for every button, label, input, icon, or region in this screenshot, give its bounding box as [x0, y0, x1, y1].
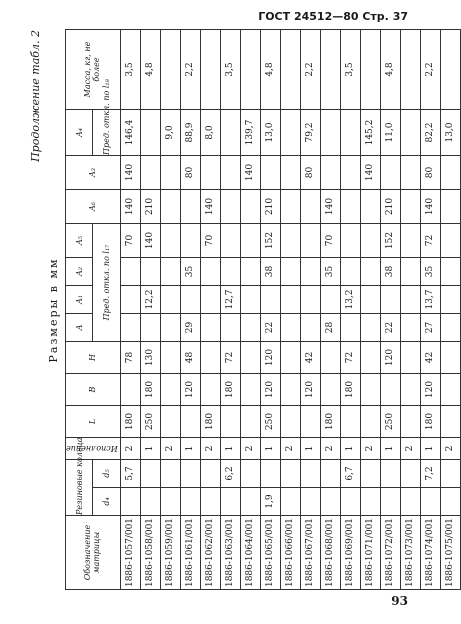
table-cell	[200, 30, 220, 110]
table-cell	[160, 286, 180, 314]
table-cell: 3,5	[120, 30, 140, 110]
table-cell: 1	[180, 438, 200, 460]
table-cell	[360, 460, 380, 488]
table-cell	[340, 406, 360, 438]
table-cell	[440, 286, 460, 314]
table-cell: 152	[260, 224, 280, 258]
table-cell	[160, 30, 180, 110]
designation-cell: 1886-1073/001	[400, 516, 420, 590]
table-row	[120, 30, 140, 590]
table-cell: 4,8	[260, 30, 280, 110]
table-cell	[160, 342, 180, 374]
table-cell	[440, 342, 460, 374]
table-cell: 35	[320, 258, 340, 286]
table-cell: 1	[340, 438, 360, 460]
table-cell	[220, 314, 240, 342]
table-cell: 48	[180, 342, 200, 374]
table-cell	[440, 30, 460, 110]
table-cell	[280, 314, 300, 342]
table-cell	[280, 374, 300, 406]
table-cell	[300, 488, 320, 516]
table-cell	[440, 258, 460, 286]
table-cell	[380, 286, 400, 314]
table-cell	[340, 314, 360, 342]
table-cell	[400, 374, 420, 406]
table-cell	[440, 314, 460, 342]
table-cell	[360, 406, 380, 438]
table-cell	[160, 314, 180, 342]
table-cell	[400, 460, 420, 488]
table-cell: 70	[120, 224, 140, 258]
table-cell: 250	[260, 406, 280, 438]
table-cell: 1	[380, 438, 400, 460]
table-row	[320, 30, 340, 590]
table-cell	[440, 488, 460, 516]
table-body	[120, 30, 460, 590]
table-cell	[240, 342, 260, 374]
table-cell: 5,7	[120, 460, 140, 488]
table-cell	[200, 156, 220, 190]
table-cell	[240, 488, 260, 516]
table-cell	[360, 258, 380, 286]
table-cell	[360, 224, 380, 258]
table-cell	[200, 460, 220, 488]
table-cell	[300, 460, 320, 488]
table-cell	[320, 110, 340, 156]
table-cell	[280, 156, 300, 190]
table-cell	[400, 342, 420, 374]
table-cell: 152	[380, 224, 400, 258]
table-cell	[240, 258, 260, 286]
col-header-mass: Масса, кг, не более	[66, 30, 121, 110]
continuation-label: Продолжение табл. 2	[29, 30, 42, 162]
table-cell	[360, 374, 380, 406]
table-cell	[220, 488, 240, 516]
table-cell	[400, 156, 420, 190]
table-row	[220, 30, 240, 590]
table-cell: 140	[240, 156, 260, 190]
table-cell	[220, 224, 240, 258]
designation-cell: 1886-1068/001	[320, 516, 340, 590]
table-cell: 139,7	[240, 110, 260, 156]
table-cell: 120	[380, 342, 400, 374]
table-cell: 22	[380, 314, 400, 342]
table-cell: 2	[120, 438, 140, 460]
table-cell: 1	[300, 438, 320, 460]
col-header-designation: Обозначение матрицы	[66, 516, 121, 590]
table-cell: 250	[140, 406, 160, 438]
table-cell: 2	[400, 438, 420, 460]
table-cell	[160, 406, 180, 438]
designation-cell: 1886-1072/001	[380, 516, 400, 590]
table-cell: 13,2	[340, 286, 360, 314]
table-cell: 140	[420, 190, 440, 224]
designation-cell: 1886-1064/001	[240, 516, 260, 590]
table-cell	[200, 342, 220, 374]
table-cell	[300, 258, 320, 286]
table-cell	[120, 374, 140, 406]
col-header-a3: A₃	[66, 156, 121, 190]
table-cell	[380, 374, 400, 406]
table-cell	[280, 190, 300, 224]
table-cell: 210	[140, 190, 160, 224]
table-cell: 120	[420, 374, 440, 406]
table-cell	[160, 460, 180, 488]
table-cell	[400, 286, 420, 314]
designation-cell: 1886-1061/001	[180, 516, 200, 590]
table-cell: 80	[420, 156, 440, 190]
table-cell	[280, 406, 300, 438]
table-cell: 1,9	[260, 488, 280, 516]
table-cell	[400, 258, 420, 286]
table-row	[180, 30, 200, 590]
table-cell	[320, 488, 340, 516]
table-cell	[300, 224, 320, 258]
table-cell	[160, 156, 180, 190]
table-row	[240, 30, 260, 590]
col-header-execution: Исполнение	[66, 438, 121, 460]
table-cell: 250	[380, 406, 400, 438]
rotated-table-region	[29, 30, 456, 590]
table-cell	[200, 374, 220, 406]
table-cell: 210	[260, 190, 280, 224]
table-cell	[180, 190, 200, 224]
table-row	[300, 30, 320, 590]
col-header-d5: d₅	[93, 460, 120, 488]
table-cell	[340, 488, 360, 516]
table-cell	[340, 258, 360, 286]
table-cell: 7,2	[420, 460, 440, 488]
table-cell	[300, 406, 320, 438]
table-cell	[160, 258, 180, 286]
table-cell: 130	[140, 342, 160, 374]
table-cell	[400, 488, 420, 516]
table-cell: 38	[260, 258, 280, 286]
table-row	[360, 30, 380, 590]
table-row	[160, 30, 180, 590]
table-cell	[400, 224, 420, 258]
table-cell	[160, 374, 180, 406]
table-cell	[300, 190, 320, 224]
table-cell: 38	[380, 258, 400, 286]
table-cell: 4,8	[380, 30, 400, 110]
table-cell	[160, 224, 180, 258]
table-cell	[340, 110, 360, 156]
table-cell	[320, 460, 340, 488]
table-cell: 2	[360, 438, 380, 460]
col-header-rings: Резиновые кольца	[66, 460, 93, 516]
table-cell: 2,2	[420, 30, 440, 110]
table-cell	[440, 460, 460, 488]
table-cell: 3,5	[340, 30, 360, 110]
table-cell	[200, 488, 220, 516]
table-row	[260, 30, 280, 590]
table-cell: 13,0	[260, 110, 280, 156]
table-cell	[240, 286, 260, 314]
table-cell	[420, 488, 440, 516]
table-cell: 1	[260, 438, 280, 460]
table-cell	[280, 30, 300, 110]
table-cell: 180	[220, 374, 240, 406]
table-cell	[360, 488, 380, 516]
designation-cell: 1886-1065/001	[260, 516, 280, 590]
table-cell	[380, 156, 400, 190]
table-cell: 6,7	[340, 460, 360, 488]
header-row	[66, 30, 93, 590]
table-cell	[220, 190, 240, 224]
table-cell: 11,0	[380, 110, 400, 156]
table-cell: 70	[320, 224, 340, 258]
table-cell: 29	[180, 314, 200, 342]
table-cell	[160, 488, 180, 516]
table-cell: 35	[420, 258, 440, 286]
table-cell: 27	[420, 314, 440, 342]
table-cell	[200, 286, 220, 314]
page-number: 93	[391, 594, 408, 608]
table-cell	[280, 342, 300, 374]
table-cell: 82,2	[420, 110, 440, 156]
table-cell	[140, 460, 160, 488]
table-cell: 2	[280, 438, 300, 460]
table-cell: 72	[420, 224, 440, 258]
table-cell	[320, 156, 340, 190]
col-header-b: B	[66, 374, 121, 406]
table-cell	[400, 110, 420, 156]
table-row	[340, 30, 360, 590]
table-cell: 13,0	[440, 110, 460, 156]
table-cell: 180	[420, 406, 440, 438]
table-cell: 3,5	[220, 30, 240, 110]
designation-cell: 1886-1071/001	[360, 516, 380, 590]
table-cell: 180	[320, 406, 340, 438]
table-cell: 70	[200, 224, 220, 258]
table-cell: 2	[200, 438, 220, 460]
table-cell: 78	[120, 342, 140, 374]
table-cell: 140	[120, 190, 140, 224]
table-cell	[120, 286, 140, 314]
table-cell: 2,2	[180, 30, 200, 110]
table-cell: 4,8	[140, 30, 160, 110]
table-cell: 180	[140, 374, 160, 406]
col-header-a1: A₁	[66, 286, 93, 314]
designation-cell: 1886-1075/001	[440, 516, 460, 590]
table-cell	[280, 224, 300, 258]
table-cell	[180, 224, 200, 258]
table-cell: 180	[200, 406, 220, 438]
table-cell: 12,7	[220, 286, 240, 314]
table-cell	[140, 156, 160, 190]
sizes-title: Размеры в мм	[47, 257, 60, 363]
standard-number: ГОСТ 24512—80 Стр. 37	[258, 10, 408, 23]
table-cell: 6,2	[220, 460, 240, 488]
table-cell	[280, 488, 300, 516]
table-row	[380, 30, 400, 590]
table-cell	[320, 30, 340, 110]
table-cell: 8,0	[200, 110, 220, 156]
table-cell	[440, 406, 460, 438]
table-cell	[400, 406, 420, 438]
table-cell	[260, 156, 280, 190]
table-cell: 72	[340, 342, 360, 374]
table-cell: 146,4	[120, 110, 140, 156]
table-cell: 42	[300, 342, 320, 374]
table-cell	[400, 30, 420, 110]
table-cell	[120, 488, 140, 516]
table-cell	[260, 460, 280, 488]
table-cell: 145,2	[360, 110, 380, 156]
table-cell	[260, 286, 280, 314]
designation-cell: 1886-1074/001	[420, 516, 440, 590]
table-cell	[180, 488, 200, 516]
table-cell	[140, 110, 160, 156]
table-cell: 88,9	[180, 110, 200, 156]
table-cell: 2	[160, 438, 180, 460]
table-cell: 72	[220, 342, 240, 374]
table-cell	[240, 374, 260, 406]
table-cell	[360, 342, 380, 374]
designation-cell: 1886-1066/001	[280, 516, 300, 590]
col-header-a5: A₅	[66, 224, 93, 258]
table-cell	[340, 190, 360, 224]
col-header-h: H	[66, 342, 121, 374]
table-cell	[320, 286, 340, 314]
designation-cell: 1886-1059/001	[160, 516, 180, 590]
subheader-row	[93, 30, 120, 590]
table-cell	[220, 258, 240, 286]
table-cell: 210	[380, 190, 400, 224]
table-cell	[320, 374, 340, 406]
table-cell	[320, 342, 340, 374]
table-cell: 79,2	[300, 110, 320, 156]
table-cell: 140	[320, 190, 340, 224]
table-cell	[440, 190, 460, 224]
table-cell	[240, 30, 260, 110]
table-cell	[300, 314, 320, 342]
designation-cell: 1886-1062/001	[200, 516, 220, 590]
col-header-d4: d₄	[93, 488, 120, 516]
col-header-a6: A₆	[66, 190, 121, 224]
table-cell	[140, 258, 160, 286]
table-cell: 120	[260, 374, 280, 406]
table-cell: 2	[240, 438, 260, 460]
table-cell	[360, 190, 380, 224]
table-cell: 13,7	[420, 286, 440, 314]
table-cell	[240, 406, 260, 438]
table-cell: 120	[300, 374, 320, 406]
dimensions-table	[65, 29, 461, 590]
col-header-tol-a: Пред. откл. по l₁₈	[93, 110, 120, 156]
table-cell	[220, 406, 240, 438]
table-cell	[240, 190, 260, 224]
table-cell	[280, 258, 300, 286]
table-row	[400, 30, 420, 590]
designation-cell: 1886-1067/001	[300, 516, 320, 590]
col-header-a: A	[66, 314, 93, 342]
table-cell: 1	[220, 438, 240, 460]
table-cell: 180	[340, 374, 360, 406]
table-cell: 2	[320, 438, 340, 460]
table-row	[140, 30, 160, 590]
table-cell: 140	[140, 224, 160, 258]
designation-cell: 1886-1057/001	[120, 516, 140, 590]
table-cell: 35	[180, 258, 200, 286]
table-cell	[340, 224, 360, 258]
table-cell	[280, 460, 300, 488]
table-cell	[140, 488, 160, 516]
table-cell: 120	[180, 374, 200, 406]
table-cell: 9,0	[160, 110, 180, 156]
table-cell	[340, 156, 360, 190]
table-cell	[280, 286, 300, 314]
table-cell	[160, 190, 180, 224]
table-cell: 180	[120, 406, 140, 438]
col-header-a2: A₂	[66, 258, 93, 286]
table-cell	[200, 258, 220, 286]
table-cell	[400, 314, 420, 342]
table-cell	[240, 460, 260, 488]
table-row	[440, 30, 460, 590]
table-cell: 140	[120, 156, 140, 190]
col-header-tol-l: Пред. откл. по l₁₇	[93, 224, 120, 342]
table-cell: 1	[140, 438, 160, 460]
table-row	[200, 30, 220, 590]
table-cell	[220, 110, 240, 156]
table-cell	[240, 224, 260, 258]
table-cell: 28	[320, 314, 340, 342]
table-cell: 2,2	[300, 30, 320, 110]
table-cell	[120, 258, 140, 286]
table-cell: 22	[260, 314, 280, 342]
table-cell	[440, 156, 460, 190]
designation-cell: 1886-1063/001	[220, 516, 240, 590]
table-cell: 2	[440, 438, 460, 460]
col-header-l: L	[66, 406, 121, 438]
table-cell: 140	[200, 190, 220, 224]
table-cell: 1	[420, 438, 440, 460]
col-header-a4: A₄	[66, 110, 93, 156]
table-cell	[200, 314, 220, 342]
table-cell	[180, 286, 200, 314]
table-row	[420, 30, 440, 590]
table-cell	[180, 406, 200, 438]
table-cell: 42	[420, 342, 440, 374]
table-cell	[440, 374, 460, 406]
designation-cell: 1886-1058/001	[140, 516, 160, 590]
table-cell: 12,2	[140, 286, 160, 314]
table-cell	[380, 488, 400, 516]
table-cell	[180, 460, 200, 488]
table-cell: 120	[260, 342, 280, 374]
table-cell	[140, 314, 160, 342]
table-cell	[360, 314, 380, 342]
table-cell: 140	[360, 156, 380, 190]
table-cell	[360, 30, 380, 110]
table-cell	[380, 460, 400, 488]
table-cell	[240, 314, 260, 342]
table-cell	[400, 190, 420, 224]
table-cell	[120, 314, 140, 342]
table-row	[280, 30, 300, 590]
table-cell	[300, 286, 320, 314]
table-cell	[360, 286, 380, 314]
table-cell	[440, 224, 460, 258]
table-cell: 80	[300, 156, 320, 190]
table-cell	[280, 110, 300, 156]
designation-cell: 1886-1069/001	[340, 516, 360, 590]
table-cell: 80	[180, 156, 200, 190]
table-cell	[220, 156, 240, 190]
